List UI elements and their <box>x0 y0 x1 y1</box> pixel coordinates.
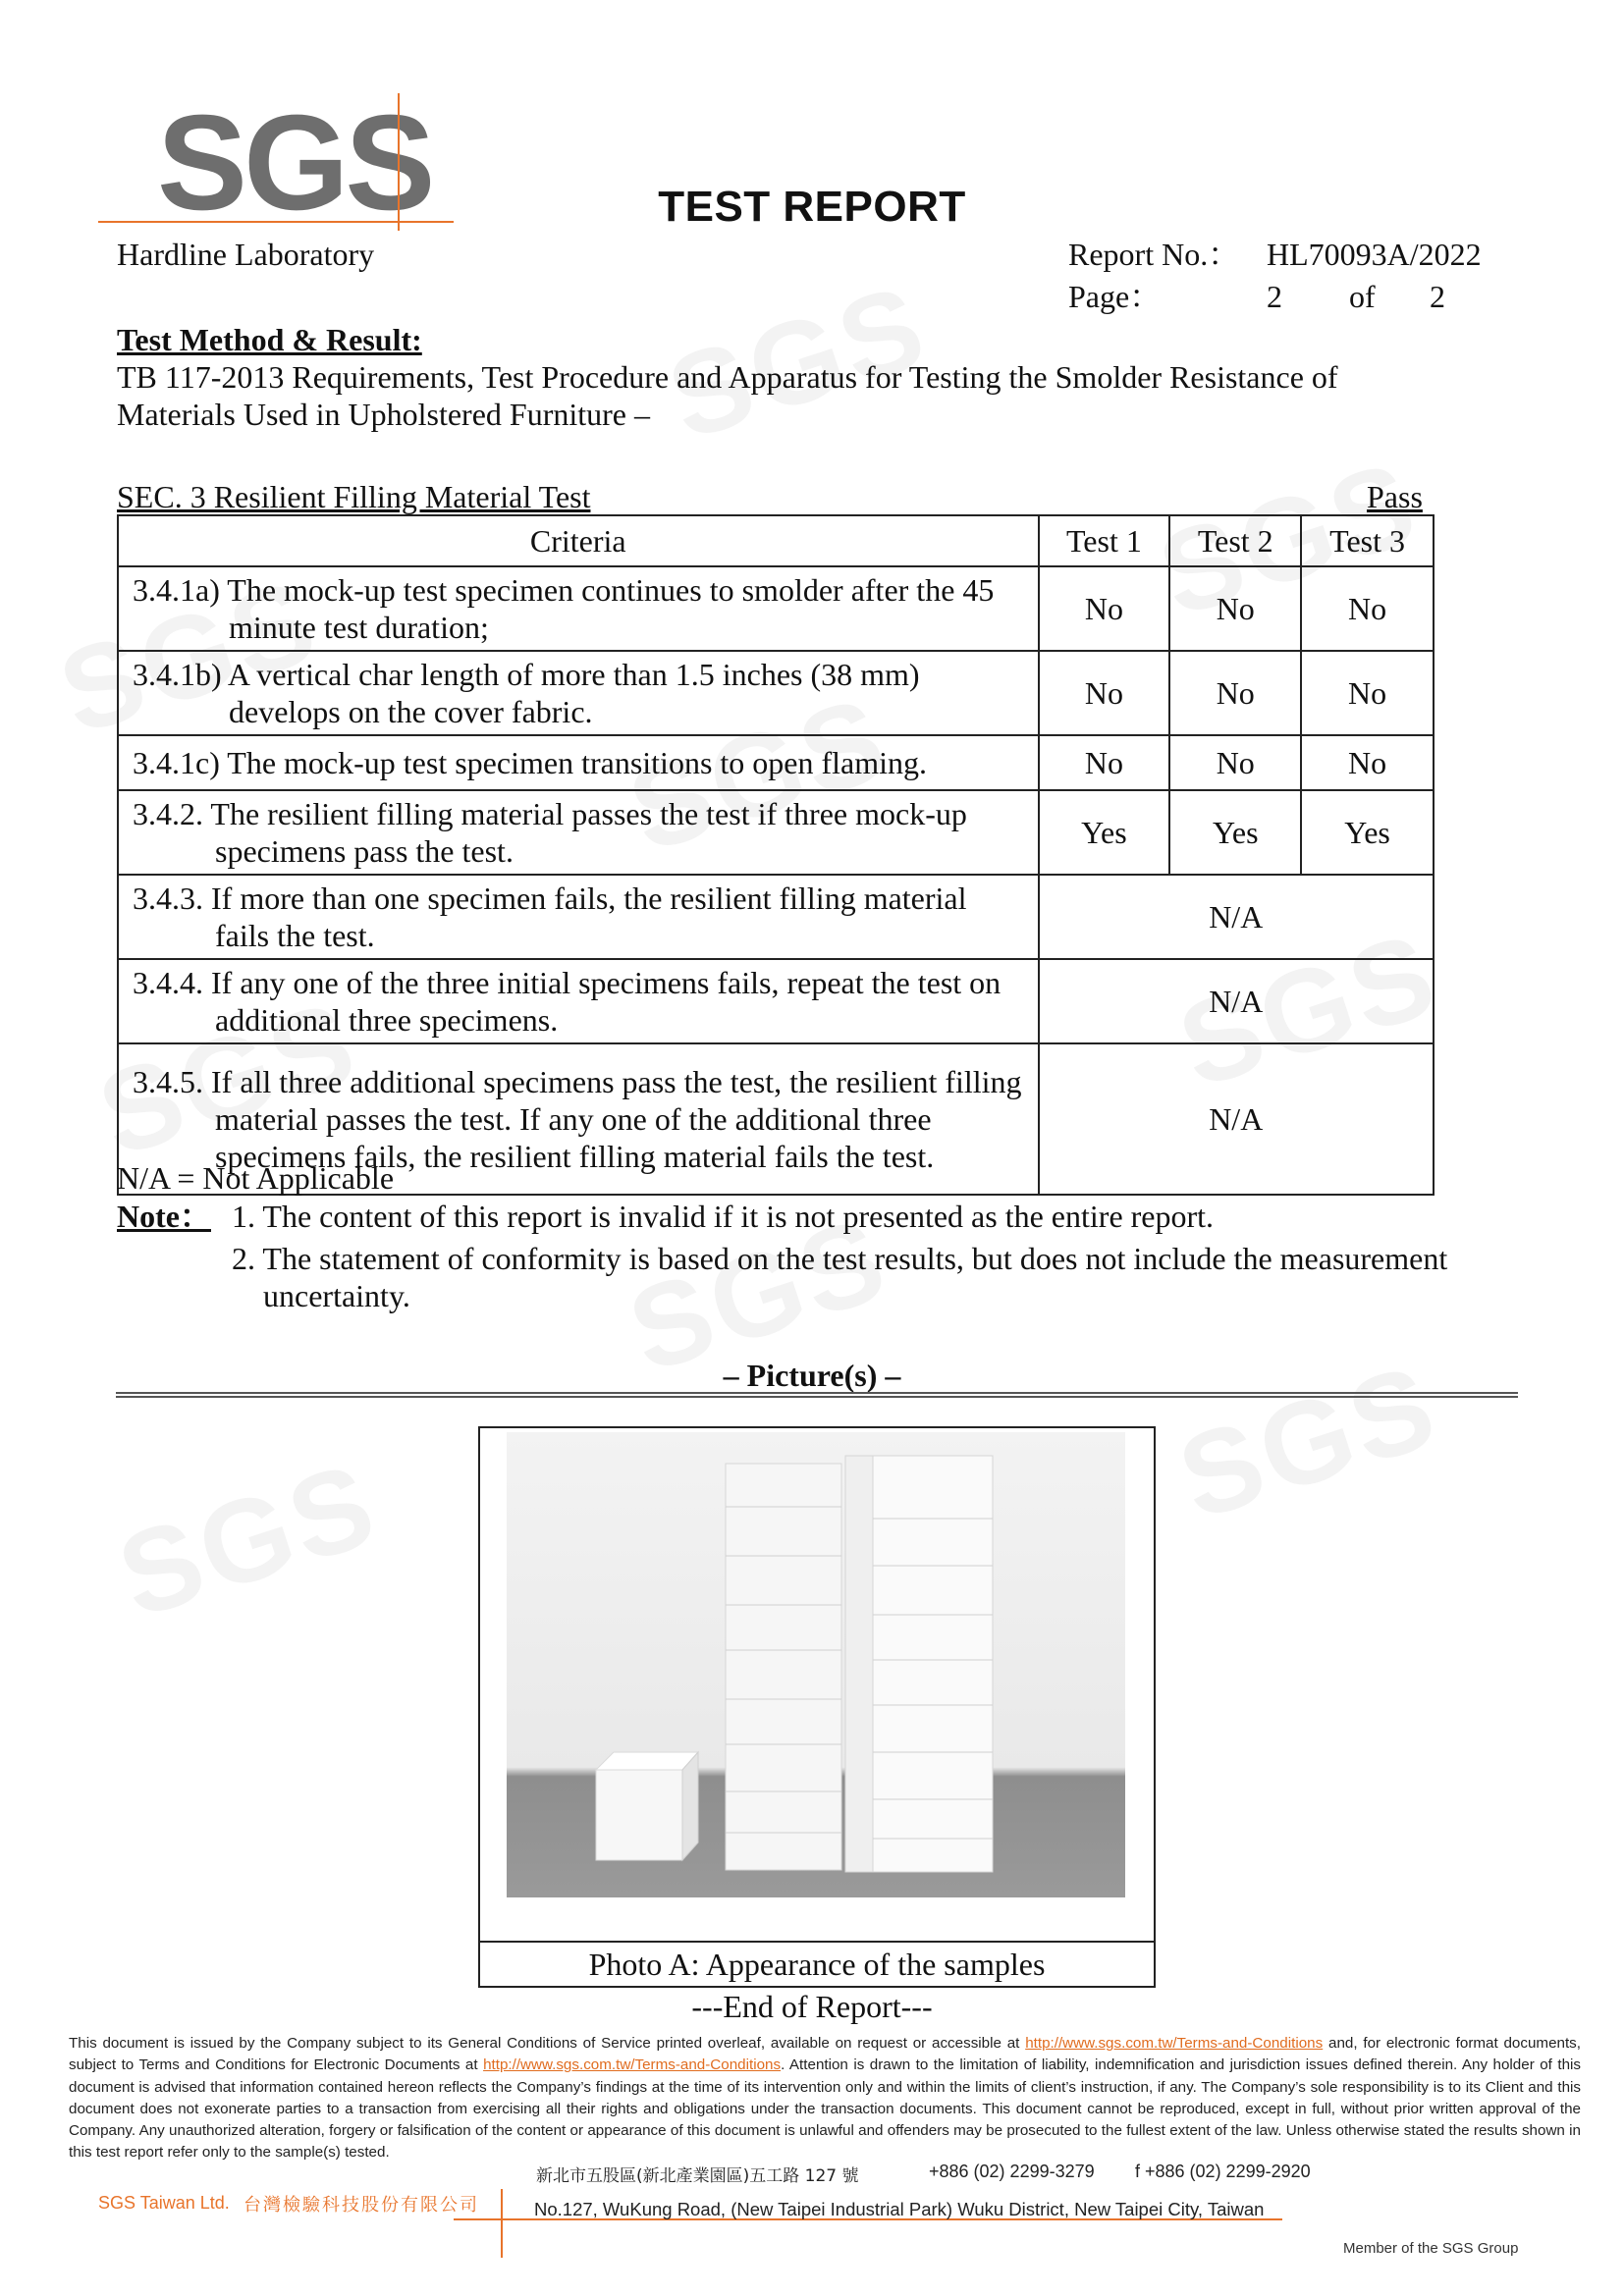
footer-company: SGS Taiwan Ltd. <box>98 2193 230 2213</box>
header-test-3: Test 3 <box>1301 515 1434 566</box>
result-cell: No <box>1301 735 1434 790</box>
result-cell: No <box>1039 566 1170 651</box>
result-cell: Yes <box>1301 790 1434 875</box>
criteria-table <box>117 514 1435 1196</box>
na-note: N/A = Not Applicable <box>117 1160 395 1196</box>
footer-address-en: No.127, WuKung Road, (New Taipei Industrial Park) Wuku District, New Taipei City, Taiwan <box>534 2199 1265 2219</box>
end-of-report: ---End of Report--- <box>691 1989 933 2024</box>
criteria-text: 3.4.1c) The mock-up test specimen transitions to open flaming. <box>133 745 928 780</box>
page-title: TEST REPORT <box>658 183 966 231</box>
footer-member: Member of the SGS Group <box>1343 2240 1519 2257</box>
criteria-text: 3.4.2. The resilient filling material passes the test if three mock-up specimens pass the test. <box>133 796 967 869</box>
criteria-text: 3.4.3. If more than one specimen fails, the resilient filling material fails the test. <box>133 881 967 953</box>
footer-address-cn: 新北市五股區(新北產業園區)五工路 127 號 <box>536 2166 859 2186</box>
criteria-text: 3.4.1b) A vertical char length of more than 1.5 inches (38 mm) develops on the cover fabric. <box>133 657 920 729</box>
page-label: Page： <box>1068 279 1162 314</box>
result-cell: No <box>1039 735 1170 790</box>
page-number: 2 <box>1267 279 1282 314</box>
note-2: 2. The statement of conformity is based on the test results, but does not include the measurement uncertainty. <box>232 1241 1448 1313</box>
table-row <box>118 566 1434 651</box>
footer-vline <box>501 2189 503 2258</box>
result-cell: Yes <box>1039 790 1170 875</box>
divider <box>116 1392 1518 1398</box>
table-row <box>118 959 1434 1043</box>
legal-disclaimer <box>69 2033 1581 2164</box>
table-row <box>118 651 1434 735</box>
result-cell: No <box>1301 651 1434 735</box>
report-no-label: Report No.： <box>1068 237 1240 272</box>
disclaimer-text-1: This document is issued by the Company subject to its General Conditions of Service printed overleaf, available on request or accessible at <box>69 2035 1026 2052</box>
result-cell: No <box>1169 566 1301 651</box>
page-total: 2 <box>1430 279 1445 314</box>
merged-result-cell: N/A <box>1039 1043 1435 1195</box>
section-result: Pass <box>1367 479 1423 514</box>
result-cell: No <box>1301 566 1434 651</box>
result-cell: No <box>1169 735 1301 790</box>
terms-link[interactable]: http://www.sgs.com.tw/Terms-and-Conditions <box>1025 2035 1324 2052</box>
table-row <box>118 790 1434 875</box>
criteria-text: 3.4.4. If any one of the three initial specimens fails, repeat the test on additional three specimens. <box>133 965 1001 1038</box>
page-of: of <box>1349 279 1376 314</box>
result-cell: No <box>1169 651 1301 735</box>
criteria-text: 3.4.1a) The mock-up test specimen continues to smolder after the 45 minute test duration; <box>133 572 995 645</box>
criteria-text: 3.4.5. If all three additional specimens pass the test, the resilient filling material passes the test. If any one of the additional three specimens fails, the resilient filling material fails the test. <box>133 1064 1022 1174</box>
section-title: SEC. 3 Resilient Filling Material Test <box>117 479 591 514</box>
logo-text: SGS <box>157 93 432 231</box>
picture-heading: – Picture(s) – <box>723 1358 901 1393</box>
header-criteria: Criteria <box>118 515 1039 566</box>
header-test-1: Test 1 <box>1039 515 1170 566</box>
table-header-row <box>118 515 1434 566</box>
footer-tel: +886 (02) 2299-3279 <box>929 2162 1095 2181</box>
sgs-watermark <box>103 1435 393 1644</box>
result-cell: No <box>1039 651 1170 735</box>
note-1: 1. The content of this report is invalid if it is not presented as the entire report. <box>232 1199 1215 1234</box>
terms-link[interactable]: http://www.sgs.com.tw/Terms-and-Conditions <box>483 2056 782 2074</box>
merged-result-cell: N/A <box>1039 875 1435 959</box>
report-no: HL70093A/2022 <box>1267 237 1482 272</box>
merged-result-cell: N/A <box>1039 959 1435 1043</box>
sample-photo <box>480 1428 1154 1941</box>
method-heading: Test Method & Result: <box>117 322 422 357</box>
photo-frame <box>478 1426 1156 1943</box>
note-label: Note： <box>117 1199 211 1234</box>
footer-fax: f +886 (02) 2299-2920 <box>1135 2162 1311 2181</box>
disclaimer-text-3: . Attention is drawn to the limitation of liability, indemnification and jurisdiction issues defined therein. Any holder of this document is advised that information contained hereon reflects the Company’s findings at the time of its intervention only and within the limits of client’s instruction, if any. The Company’s sole responsibility is to its Client and this document does not exonerate parties to a transaction from exercising all their rights and obligations under the transaction documents. This document cannot be reproduced, except in full, without prior written approval of the Company. Any unauthorized alteration, forgery or falsification of the content or appearance of this document is unlawful and offenders may be prosecuted to the fullest extent of the law. Unless otherwise stated the results shown in this test report refer only to the sample(s) tested. <box>69 2056 1581 2162</box>
method-line-2: Materials Used in Upholstered Furniture – <box>117 397 650 432</box>
table-row <box>118 875 1434 959</box>
result-cell: Yes <box>1169 790 1301 875</box>
footer-company-cn: 台灣檢驗科技股份有限公司 <box>244 2195 479 2216</box>
header-test-2: Test 2 <box>1169 515 1301 566</box>
lab-name: Hardline Laboratory <box>117 237 375 272</box>
method-line-1: TB 117-2013 Requirements, Test Procedure and Apparatus for Testing the Smolder Resistance of <box>117 359 1338 395</box>
photo-caption: Photo A: Appearance of the samples <box>478 1941 1156 1988</box>
table-row <box>118 735 1434 790</box>
disclaimer-text-2: and, for electronic format documents, subject to Terms and Conditions for Electronic Documents at <box>69 2035 1581 2074</box>
